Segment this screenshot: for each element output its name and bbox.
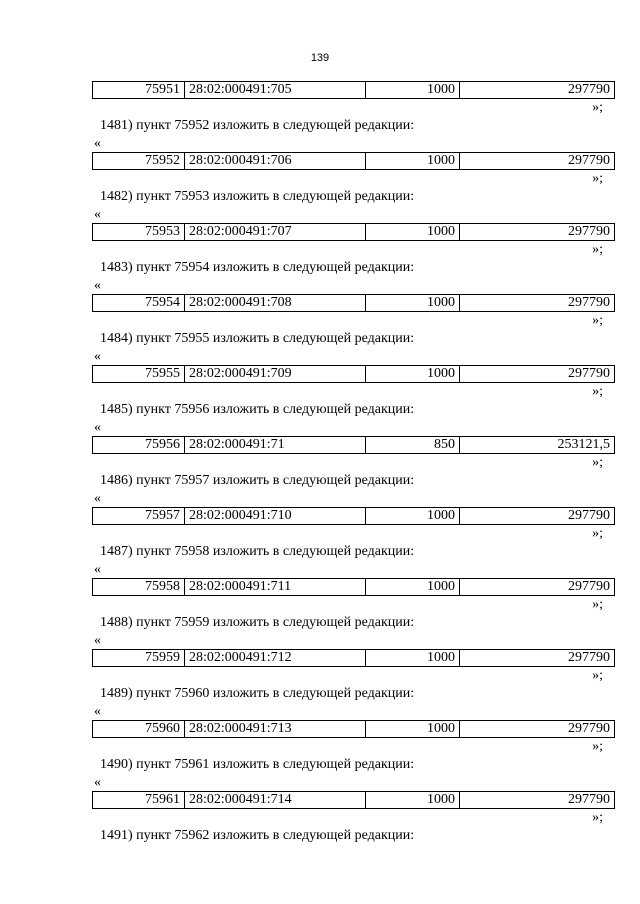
- value-cell: 297790: [460, 153, 615, 170]
- closing-quote: »;: [592, 455, 603, 470]
- cadastral-number-cell: 28:02:000491:714: [185, 792, 366, 809]
- area-cell: 1000: [366, 508, 460, 525]
- table-row: [92, 578, 615, 596]
- page-number: 139: [310, 52, 330, 64]
- opening-quote: «: [94, 207, 101, 222]
- table-row: [92, 152, 615, 170]
- area-cell: 1000: [366, 579, 460, 596]
- amendment-instruction: 1490) пункт 75961 изложить в следующей редакции:: [100, 757, 415, 772]
- amendment-block: [92, 258, 611, 329]
- amendment-block: [92, 684, 611, 755]
- closing-quote: »;: [592, 526, 603, 541]
- table-row: [92, 507, 615, 525]
- amendment-block: [92, 400, 611, 471]
- table-row: [92, 791, 615, 809]
- item-number-cell: 75958: [93, 579, 185, 596]
- cadastral-number-cell: 28:02:000491:711: [185, 579, 366, 596]
- cadastral-number-cell: 28:02:000491:71: [185, 437, 366, 454]
- amendment-instruction: 1482) пункт 75953 изложить в следующей редакции:: [100, 189, 415, 204]
- area-cell: 1000: [366, 792, 460, 809]
- item-number-cell: 75954: [93, 295, 185, 312]
- area-cell: 1000: [366, 721, 460, 738]
- amendment-list: [92, 116, 611, 826]
- amendment-instruction: 1483) пункт 75954 изложить в следующей редакции:: [100, 260, 415, 275]
- opening-quote: «: [94, 136, 101, 151]
- cadastral-number-cell: 28:02:000491:709: [185, 366, 366, 383]
- table-row: [92, 294, 615, 312]
- value-cell: 297790: [460, 579, 615, 596]
- area-cell: 1000: [366, 82, 460, 99]
- closing-quote: »;: [592, 810, 603, 825]
- cadastral-number-cell: 28:02:000491:710: [185, 508, 366, 525]
- cadastral-number-cell: 28:02:000491:708: [185, 295, 366, 312]
- item-number-cell: 75955: [93, 366, 185, 383]
- item-number-cell: 75953: [93, 224, 185, 241]
- closing-quote: »;: [592, 313, 603, 328]
- opening-quote: «: [94, 562, 101, 577]
- amendment-instruction: 1485) пункт 75956 изложить в следующей редакции:: [100, 402, 415, 417]
- area-cell: 850: [366, 437, 460, 454]
- table-row: [92, 720, 615, 738]
- value-cell: 297790: [460, 366, 615, 383]
- document-body: [92, 81, 611, 845]
- amendment-block: [92, 542, 611, 613]
- closing-quote: »;: [592, 739, 603, 754]
- amendment-instruction: 1484) пункт 75955 изложить в следующей редакции:: [100, 331, 415, 346]
- cadastral-number-cell: 28:02:000491:707: [185, 224, 366, 241]
- item-number-cell: 75959: [93, 650, 185, 667]
- table-row: [92, 436, 615, 454]
- cadastral-number-cell: 28:02:000491:705: [185, 82, 366, 99]
- area-cell: 1000: [366, 650, 460, 667]
- closing-quote: »;: [592, 100, 603, 115]
- cadastral-number-cell: 28:02:000491:713: [185, 721, 366, 738]
- closing-quote: »;: [592, 668, 603, 683]
- amendment-block: [92, 613, 611, 684]
- cadastral-number-cell: 28:02:000491:712: [185, 650, 366, 667]
- opening-quote: «: [94, 420, 101, 435]
- value-cell: 297790: [460, 792, 615, 809]
- table-row: [92, 649, 615, 667]
- value-cell: 297790: [460, 508, 615, 525]
- area-cell: 1000: [366, 153, 460, 170]
- item-number-cell: 75960: [93, 721, 185, 738]
- amendment-block: [92, 187, 611, 258]
- closing-quote: »;: [592, 171, 603, 186]
- area-cell: 1000: [366, 366, 460, 383]
- amendment-block: [92, 116, 611, 187]
- amendment-block: [92, 471, 611, 542]
- opening-quote: «: [94, 278, 101, 293]
- opening-quote: «: [94, 633, 101, 648]
- area-cell: 1000: [366, 295, 460, 312]
- amendment-instruction: 1481) пункт 75952 изложить в следующей редакции:: [100, 118, 415, 133]
- amendment-instruction: 1489) пункт 75960 изложить в следующей редакции:: [100, 686, 415, 701]
- value-cell: 297790: [460, 82, 615, 99]
- cadastral-number-cell: 28:02:000491:706: [185, 153, 366, 170]
- value-cell: 297790: [460, 650, 615, 667]
- value-cell: 297790: [460, 224, 615, 241]
- opening-quote: «: [94, 775, 101, 790]
- amendment-block: [92, 329, 611, 400]
- amendment-instruction: 1486) пункт 75957 изложить в следующей редакции:: [100, 473, 415, 488]
- table-row: [92, 365, 615, 383]
- closing-quote: »;: [592, 597, 603, 612]
- closing-quote: »;: [592, 242, 603, 257]
- opening-quote: «: [94, 491, 101, 506]
- area-cell: 1000: [366, 224, 460, 241]
- value-cell: 297790: [460, 295, 615, 312]
- item-number-cell: 75952: [93, 153, 185, 170]
- table-row: [92, 223, 615, 241]
- item-number-cell: 75951: [93, 82, 185, 99]
- amendment-instruction-final: 1491) пункт 75962 изложить в следующей редакции:: [100, 828, 415, 843]
- value-cell: 253121,5: [460, 437, 615, 454]
- amendment-block: [92, 755, 611, 826]
- opening-quote: «: [94, 349, 101, 364]
- closing-quote: »;: [592, 384, 603, 399]
- value-cell: 297790: [460, 721, 615, 738]
- table-row: [92, 81, 615, 99]
- amendment-instruction: 1488) пункт 75959 изложить в следующей редакции:: [100, 615, 415, 630]
- amendment-instruction: 1487) пункт 75958 изложить в следующей редакции:: [100, 544, 415, 559]
- item-number-cell: 75957: [93, 508, 185, 525]
- opening-quote: «: [94, 704, 101, 719]
- item-number-cell: 75956: [93, 437, 185, 454]
- item-number-cell: 75961: [93, 792, 185, 809]
